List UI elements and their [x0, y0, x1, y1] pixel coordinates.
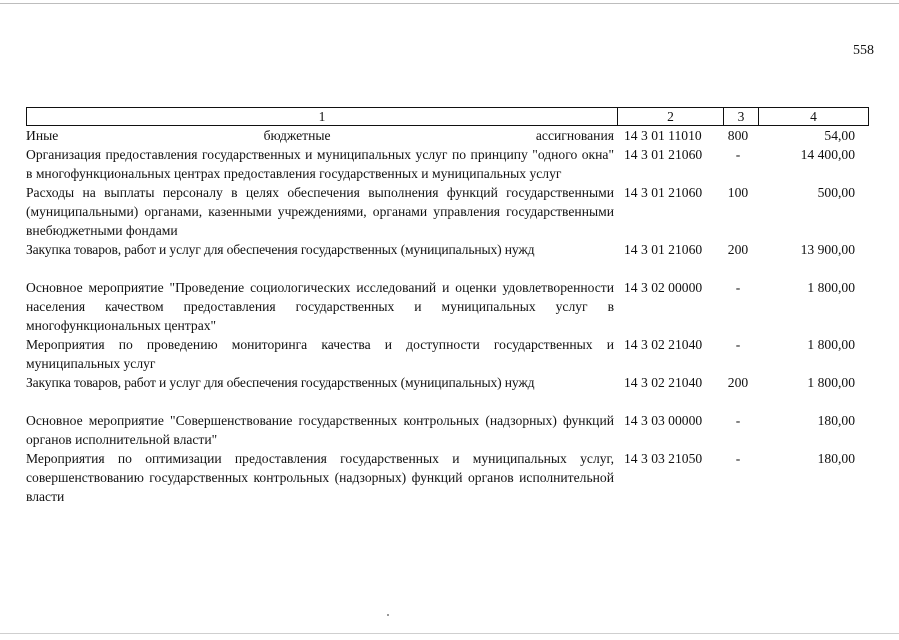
- row-code: 14 3 02 00000: [624, 280, 703, 295]
- row-expense-type: 200: [727, 375, 749, 390]
- row-expense-type: -: [735, 451, 741, 466]
- row-code: 14 3 01 21060: [624, 147, 703, 162]
- row-code: 14 3 01 21060: [624, 185, 703, 200]
- page-number: 558: [853, 43, 874, 58]
- row-amount: 14 400,00: [800, 147, 855, 162]
- row-expense-type: -: [735, 337, 741, 352]
- row-expense-type: -: [735, 147, 741, 162]
- scan-speck: [387, 614, 389, 616]
- row-amount: 1 800,00: [807, 280, 855, 295]
- row-amount: 500,00: [817, 185, 855, 200]
- row-code: 14 3 01 11010: [624, 128, 702, 143]
- row-code: 14 3 02 21040: [624, 337, 703, 352]
- row-code: 14 3 02 21040: [624, 375, 703, 390]
- header-col-2: 2: [618, 108, 724, 126]
- row-amount: 180,00: [817, 413, 855, 428]
- row-expense-type: 200: [727, 242, 749, 257]
- budget-table-body: [26, 126, 868, 506]
- row-description: Закупка товаров, работ и услуг для обеспечения государственных (муниципальных) нужд: [26, 242, 535, 257]
- row-description: Мероприятия по проведению мониторинга качества и доступности государственных и муниципальных услуг: [26, 337, 614, 371]
- table-row: [26, 183, 868, 240]
- row-description: Основное мероприятие "Проведение социологических исследований и оценки удовлетворенности населения качеством предоставления государственных и муниципальных услуг в многофункциональных центрах": [26, 280, 614, 333]
- row-expense-type: -: [735, 413, 741, 428]
- table-row: [26, 278, 868, 335]
- row-expense-type: -: [735, 280, 741, 295]
- table-row: [26, 449, 868, 506]
- scan-bottom-edge: [0, 633, 899, 634]
- row-expense-type: 100: [727, 185, 749, 200]
- row-description: Иные бюджетные ассигнования: [26, 128, 614, 143]
- row-amount: 13 900,00: [800, 242, 855, 257]
- row-description: Закупка товаров, работ и услуг для обеспечения государственных (муниципальных) нужд: [26, 375, 535, 390]
- row-amount: 180,00: [817, 451, 855, 466]
- table-row: [26, 145, 868, 183]
- table-row: [26, 126, 868, 145]
- table-row: [26, 411, 868, 449]
- row-description: Основное мероприятие "Совершенствование государственных контрольных (надзорных) функций органов исполнительной власти": [26, 413, 614, 447]
- table-header: [26, 107, 869, 126]
- row-expense-type: 800: [727, 128, 749, 143]
- row-code: 14 3 01 21060: [624, 242, 703, 257]
- table-row: [26, 240, 868, 259]
- row-description: Расходы на выплаты персоналу в целях обеспечения выполнения функций государственными (муниципальными) органами, казенными учреждениями, органами управления государственными внебюджетными фондами: [26, 185, 614, 238]
- scan-top-edge: [0, 3, 899, 4]
- row-description: Мероприятия по оптимизации предоставления государственных и муниципальных услуг, совершенствованию государственных контрольных (надзорных) функций органов исполнительной власти: [26, 451, 614, 504]
- row-amount: 54,00: [824, 128, 855, 143]
- header-col-3: 3: [724, 108, 759, 126]
- header-col-4: 4: [759, 108, 869, 126]
- table-row: [26, 335, 868, 373]
- table-row: [26, 373, 868, 392]
- row-code: 14 3 03 21050: [624, 451, 703, 466]
- row-amount: 1 800,00: [807, 375, 855, 390]
- header-col-1: 1: [27, 108, 618, 126]
- row-amount: 1 800,00: [807, 337, 855, 352]
- row-description: Организация предоставления государственных и муниципальных услуг по принципу "одного окна" в многофункциональных центрах предоставления государственных и муниципальных услуг: [26, 147, 614, 181]
- row-code: 14 3 03 00000: [624, 413, 703, 428]
